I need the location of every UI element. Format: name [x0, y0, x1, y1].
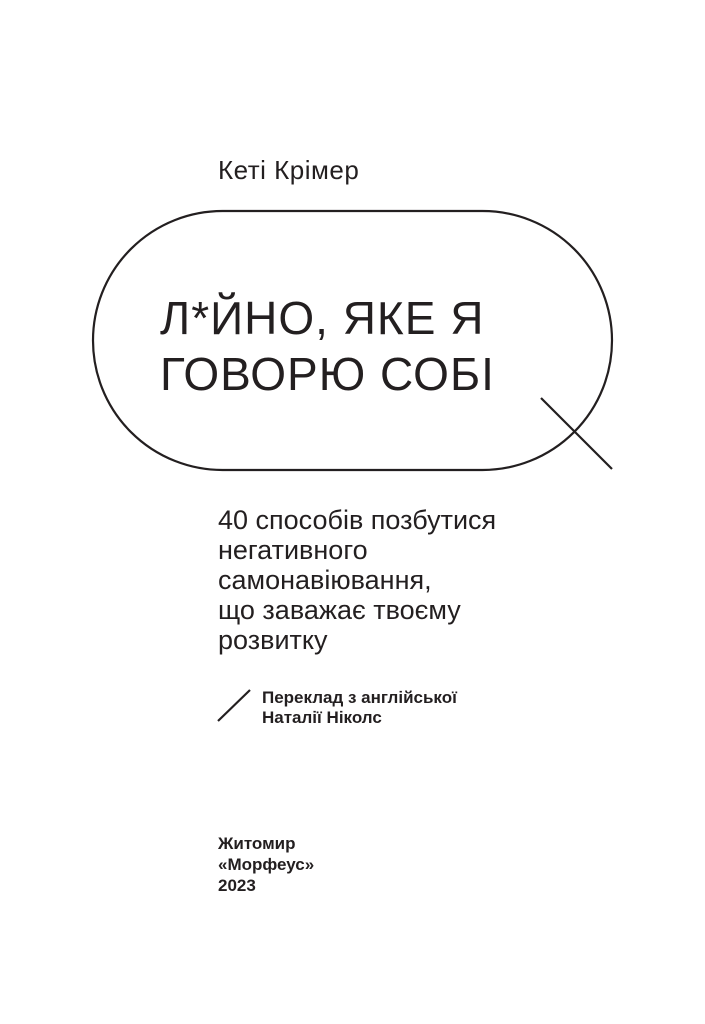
subtitle-line-1: 40 способів позбутися: [218, 505, 497, 535]
translation-credit: [262, 688, 457, 728]
subtitle-line-4: що заважає твоєму: [218, 595, 461, 625]
publisher-imprint: [218, 833, 314, 896]
imprint-publisher: «Морфеус»: [218, 855, 315, 874]
imprint-year: 2023: [218, 876, 256, 895]
author-name: Кеті Крімер: [218, 155, 360, 185]
translation-credit-line-1: Переклад з англійської: [262, 688, 457, 707]
book-subtitle: [218, 505, 496, 655]
translation-credit-line-2: Наталії Ніколс: [262, 708, 382, 727]
subtitle-line-3: самонавіювання,: [218, 565, 432, 595]
book-title-line-1: Л*ЙНО, ЯКЕ Я: [160, 292, 485, 344]
book-title-line-2: ГОВОРЮ СОБІ: [160, 348, 495, 400]
imprint-city: Житомир: [218, 834, 296, 853]
subtitle-line-2: негативного: [218, 535, 368, 565]
slash-divider-icon: [215, 688, 253, 724]
book-title: [160, 290, 495, 402]
subtitle-line-5: розвитку: [218, 625, 328, 655]
